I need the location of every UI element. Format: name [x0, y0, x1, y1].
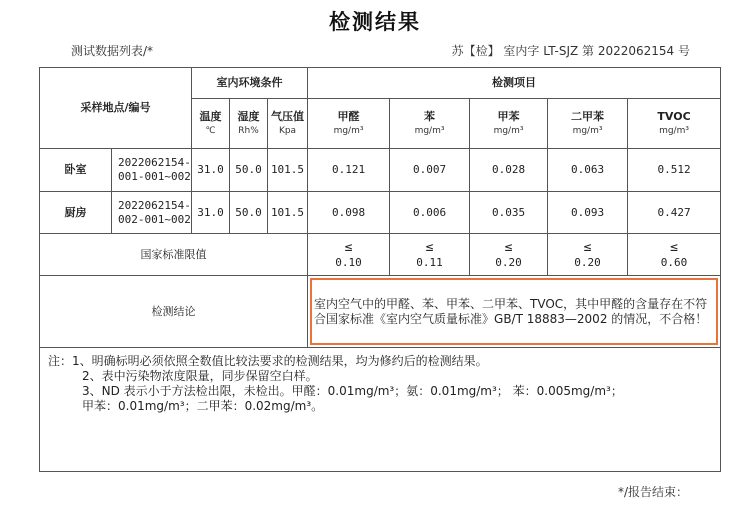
- limit-label: 国家标准限值: [40, 234, 308, 276]
- table-row: [40, 149, 721, 192]
- humidity-header: 湿度 Rh%: [230, 99, 268, 149]
- conclusion-cell: [308, 276, 721, 348]
- sample-code-cell: 2022062154- 002-001~002: [112, 192, 192, 234]
- report-title: 检测结果: [329, 10, 421, 34]
- xylene-value: 0.063: [548, 149, 628, 192]
- note-line-4: 甲苯：0.01mg/m³；二甲苯：0.02mg/m³。: [82, 399, 324, 413]
- temperature-cell: 31.0: [192, 192, 230, 234]
- conclusion-label: 检测结论: [40, 276, 308, 348]
- humidity-cell: 50.0: [230, 192, 268, 234]
- location-cell: 厨房: [40, 192, 112, 234]
- test-items-header: 检测项目: [308, 68, 721, 99]
- formaldehyde-value: 0.098: [308, 192, 390, 234]
- note-line-2: 2、表中污染物浓度限量，同步保留空白样。: [82, 369, 318, 383]
- toluene-limit: ≤ 0.20: [470, 234, 548, 276]
- env-conditions-header: 室内环境条件: [192, 68, 308, 99]
- xylene-header: 二甲苯 mg/m³: [548, 99, 628, 149]
- notes-row: [40, 348, 721, 472]
- pressure-cell: 101.5: [268, 192, 308, 234]
- conclusion-row: [40, 276, 721, 348]
- data-list-label: 测试数据列表/*: [71, 44, 154, 58]
- tvoc-header: TVOC mg/m³: [628, 99, 721, 149]
- toluene-value: 0.028: [470, 149, 548, 192]
- pressure-cell: 101.5: [268, 149, 308, 192]
- conclusion-text: 室内空气中的甲醛、苯、甲苯、二甲苯、TVOC，其中甲醛的含量存在不符合国家标准《室内空气质量标准》GB/T 18883—2002 的情况，不合格！: [314, 296, 708, 326]
- notes-cell: [40, 348, 721, 472]
- formaldehyde-header: 甲醛 mg/m³: [308, 99, 390, 149]
- benzene-value: 0.006: [390, 192, 470, 234]
- sample-location-header: 采样地点/编号: [40, 68, 192, 149]
- report-end: */报告结束：: [617, 485, 688, 499]
- xylene-limit: ≤ 0.20: [548, 234, 628, 276]
- formaldehyde-limit: ≤ 0.10: [308, 234, 390, 276]
- tvoc-value: 0.512: [628, 149, 721, 192]
- limits-row: [40, 234, 721, 276]
- note-line-1: 注：1、明确标明必须依照全数值比较法要求的检测结果，均为修约后的检测结果。: [48, 354, 488, 368]
- temperature-cell: 31.0: [192, 149, 230, 192]
- report-number: 苏【检】 室内字 LT-SJZ 第 2022062154 号: [451, 44, 690, 58]
- humidity-cell: 50.0: [230, 149, 268, 192]
- formaldehyde-value: 0.121: [308, 149, 390, 192]
- benzene-limit: ≤ 0.11: [390, 234, 470, 276]
- toluene-header: 甲苯 mg/m³: [470, 99, 548, 149]
- results-table: [39, 67, 721, 472]
- temperature-header: 温度 ℃: [192, 99, 230, 149]
- sample-code-cell: 2022062154- 001-001~002: [112, 149, 192, 192]
- xylene-value: 0.093: [548, 192, 628, 234]
- table-row: [40, 192, 721, 234]
- benzene-value: 0.007: [390, 149, 470, 192]
- benzene-header: 苯 mg/m³: [390, 99, 470, 149]
- location-cell: 卧室: [40, 149, 112, 192]
- pressure-header: 气压值 Kpa: [268, 99, 308, 149]
- tvoc-value: 0.427: [628, 192, 721, 234]
- note-line-3: 3、ND 表示小于方法检出限，未检出。甲醛：0.01mg/m³；氨：0.01mg/m³； 苯：0.005mg/m³；: [82, 384, 623, 398]
- tvoc-limit: ≤ 0.60: [628, 234, 721, 276]
- toluene-value: 0.035: [470, 192, 548, 234]
